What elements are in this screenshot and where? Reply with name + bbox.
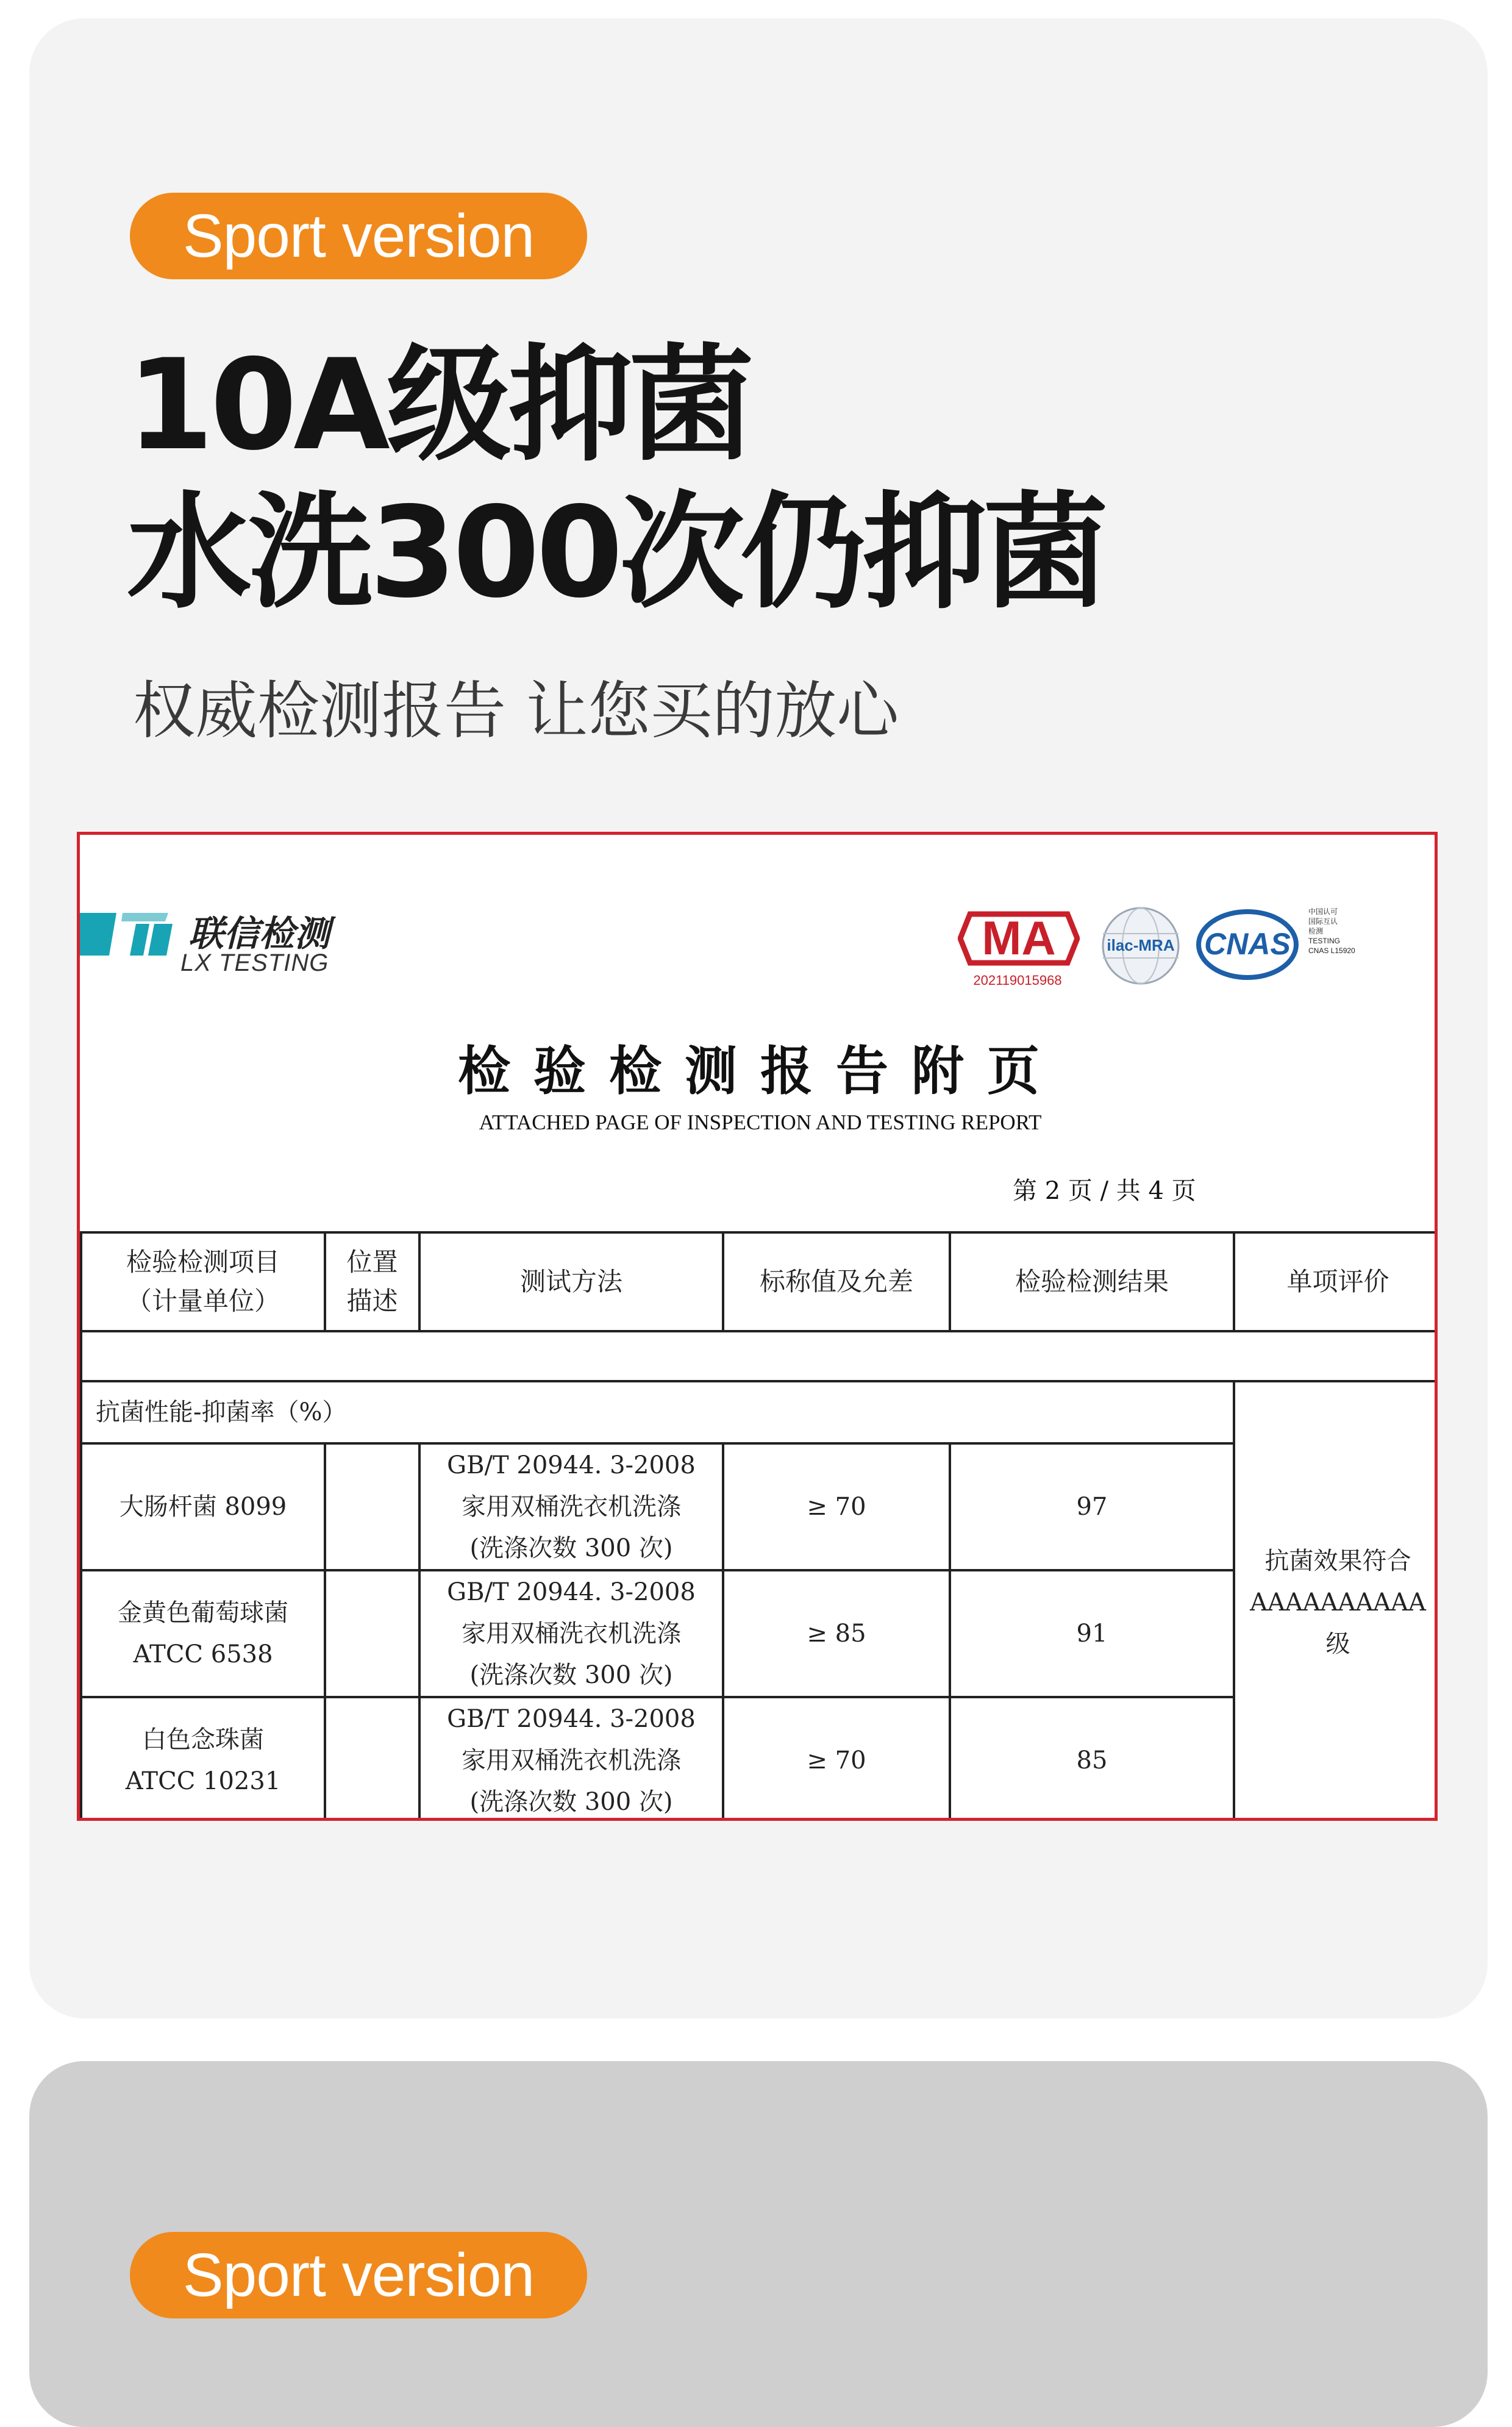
header-position [325, 1232, 419, 1331]
header-position-line: 位置 [346, 1247, 398, 1277]
position-cell [325, 1443, 419, 1570]
category-cell: 抗菌性能-抑菌率（%） [81, 1381, 1234, 1443]
ilac-mra-globe-icon [1098, 903, 1183, 988]
page-number: 第 2 页 / 共 4 页 [1013, 1177, 1196, 1205]
evaluation-line: AAAAAAAAAA [1250, 1589, 1426, 1617]
method-cell [419, 1443, 723, 1570]
next-product-card [29, 2061, 1488, 2427]
position-cell [325, 1697, 419, 1821]
method-line: (洗涤次数 300 次) [469, 1661, 673, 1689]
cnas-note-line: TESTING [1308, 937, 1341, 945]
report-title-en: ATTACHED PAGE OF INSPECTION AND TESTING REPORT [479, 1110, 1042, 1134]
spacer-cell [81, 1331, 1438, 1381]
table-header-row [81, 1232, 1438, 1331]
header-result: 检验检测结果 [950, 1232, 1234, 1331]
evaluation-line: 级 [1325, 1630, 1350, 1658]
organism-cell [81, 1443, 325, 1570]
cnas-note-line: 检测 [1308, 927, 1324, 935]
standard-cell: ≥ 70 [723, 1697, 950, 1821]
sport-version-badge: Sport version [130, 193, 587, 279]
headline-line-1: 10A级抑菌 [127, 333, 751, 478]
cnas-note-line: 国际互认 [1308, 917, 1338, 926]
lab-name-cn: 联信检测 [188, 913, 330, 954]
sport-version-badge-2: Sport version [130, 2232, 587, 2318]
method-cell [419, 1570, 723, 1697]
standard-cell: ≥ 70 [723, 1443, 950, 1570]
header-position-line: 描述 [346, 1286, 398, 1316]
organism-cell [81, 1697, 325, 1821]
cnas-note-line: CNAS L15920 [1308, 946, 1355, 955]
lx-testing-logo-icon [80, 908, 177, 957]
method-line: GB/T 20944. 3-2008 [447, 1705, 696, 1733]
result-cell: 85 [950, 1697, 1234, 1821]
table-category-row [81, 1381, 1438, 1443]
cma-label: MA [982, 911, 1056, 965]
lab-name-en: LX TESTING [180, 949, 329, 976]
results-table [80, 1231, 1438, 1821]
evaluation-line: 抗菌效果符合 [1264, 1547, 1411, 1575]
header-item-line: （计量单位） [126, 1286, 280, 1316]
table-spacer-row [81, 1331, 1438, 1381]
header-standard: 标称值及允差 [723, 1232, 950, 1331]
cnas-label: CNAS [1204, 927, 1291, 961]
organism-strain: ATCC 10231 [125, 1767, 281, 1795]
organism-strain: ATCC 6538 [133, 1640, 273, 1668]
organism-name: 大肠杆菌 8099 [119, 1493, 287, 1521]
organism-name: 金黄色葡萄球菌 [118, 1599, 288, 1627]
method-line: GB/T 20944. 3-2008 [447, 1578, 696, 1606]
header-method: 测试方法 [419, 1232, 723, 1331]
header-evaluation: 单项评价 [1234, 1232, 1438, 1331]
method-line: (洗涤次数 300 次) [469, 1788, 673, 1816]
cnas-note-line: 中国认可 [1308, 907, 1338, 916]
method-line: 家用双桶洗衣机洗涤 [462, 1620, 681, 1648]
cma-number: 202119015968 [973, 973, 1062, 988]
subheadline: 权威检测报告 让您买的放心 [133, 675, 899, 748]
method-line: GB/T 20944. 3-2008 [447, 1451, 696, 1479]
evaluation-cell [1234, 1381, 1438, 1821]
header-item [81, 1232, 325, 1331]
result-cell: 91 [950, 1570, 1234, 1697]
method-line: 家用双桶洗衣机洗涤 [462, 1746, 681, 1775]
organism-name: 白色念珠菌 [142, 1726, 264, 1754]
method-cell [419, 1697, 723, 1821]
cma-seal-icon [958, 902, 1080, 975]
headline-line-2: 水洗300次仍抑菌 [127, 481, 1105, 626]
standard-cell: ≥ 85 [723, 1570, 950, 1697]
organism-cell [81, 1570, 325, 1697]
position-cell [325, 1570, 419, 1697]
method-line: (洗涤次数 300 次) [469, 1534, 673, 1562]
result-cell: 97 [950, 1443, 1234, 1570]
test-report-image [77, 832, 1438, 1821]
cnas-logo-icon [1196, 908, 1299, 981]
report-title-cn: 检验检测报告附页 [458, 1040, 1063, 1102]
cnas-accreditation-note [1308, 907, 1355, 956]
method-line: 家用双桶洗衣机洗涤 [462, 1493, 681, 1521]
ilac-label: ilac-MRA [1107, 936, 1175, 954]
header-item-line: 检验检测项目 [126, 1247, 280, 1277]
